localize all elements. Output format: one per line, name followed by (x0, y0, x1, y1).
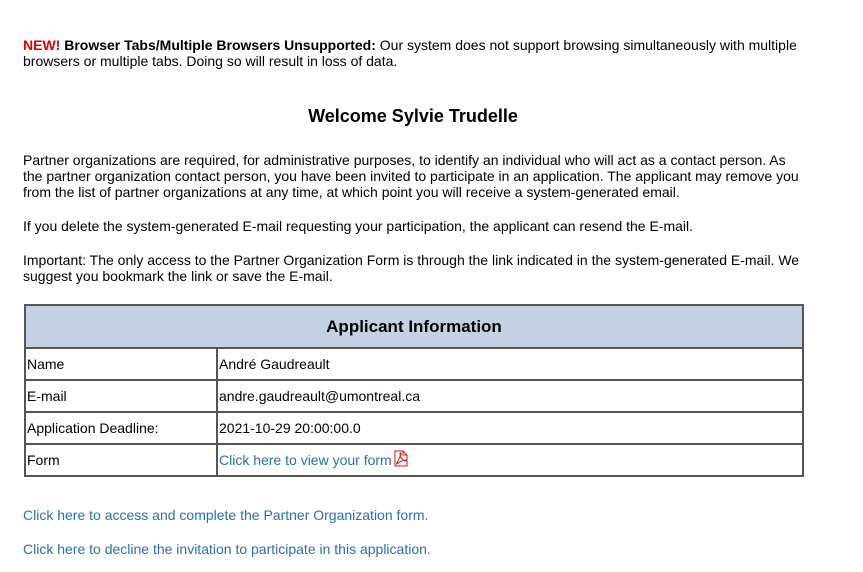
table-row-email (25, 380, 803, 412)
name-label: Name (25, 348, 217, 380)
notice-text: Our system does not support browsing simultaneously with multiple browsers or multiple tabs. Doing so will result in loss of data. (23, 37, 797, 69)
access-partner-form-link[interactable]: Click here to access and complete the Partner Organization form. (23, 507, 429, 523)
view-form-link[interactable] (219, 452, 409, 468)
form-value-cell (217, 444, 803, 476)
table-row-deadline (25, 412, 803, 444)
resend-paragraph: If you delete the system-generated E-mail requesting your participation, the applicant can resend the E-mail. (23, 218, 694, 234)
page-content (23, 37, 813, 557)
notice-headline: Browser Tabs/Multiple Browsers Unsupported: (64, 37, 376, 53)
deadline-label: Application Deadline: (25, 412, 217, 444)
intro-paragraph: Partner organizations are required, for administrative purposes, to identify an individual who will act as a contact person. As the partner organization contact person, you have been invited to participate in an application. The applicant may remove you from the list of partner organizations at any time, at which point you will receive a system-generated email. (23, 152, 799, 200)
browser-warning-notice (23, 37, 813, 69)
table-header-row (25, 305, 803, 348)
email-label: E-mail (25, 380, 217, 412)
decline-invitation-link[interactable]: Click here to decline the invitation to participate in this application. (23, 541, 431, 557)
new-label: NEW! (23, 37, 61, 53)
applicant-information-table (24, 304, 804, 477)
name-value: André Gaudreault (217, 348, 803, 380)
form-label: Form (25, 444, 217, 476)
table-title: Applicant Information (25, 305, 803, 348)
email-value: andre.gaudreault@umontreal.ca (217, 380, 803, 412)
table-row-name (25, 348, 803, 380)
table-row-form (25, 444, 803, 476)
important-paragraph: Important: The only access to the Partner Organization Form is through the link indicated in the system-generated E-mail. We suggest you bookmark the link or save the E-mail. (23, 252, 800, 284)
deadline-value: 2021-10-29 20:00:00.0 (217, 412, 803, 444)
welcome-heading: Welcome Sylvie Trudelle (308, 106, 518, 126)
pdf-icon[interactable] (393, 450, 409, 470)
view-form-link-text: Click here to view your form (219, 452, 392, 468)
